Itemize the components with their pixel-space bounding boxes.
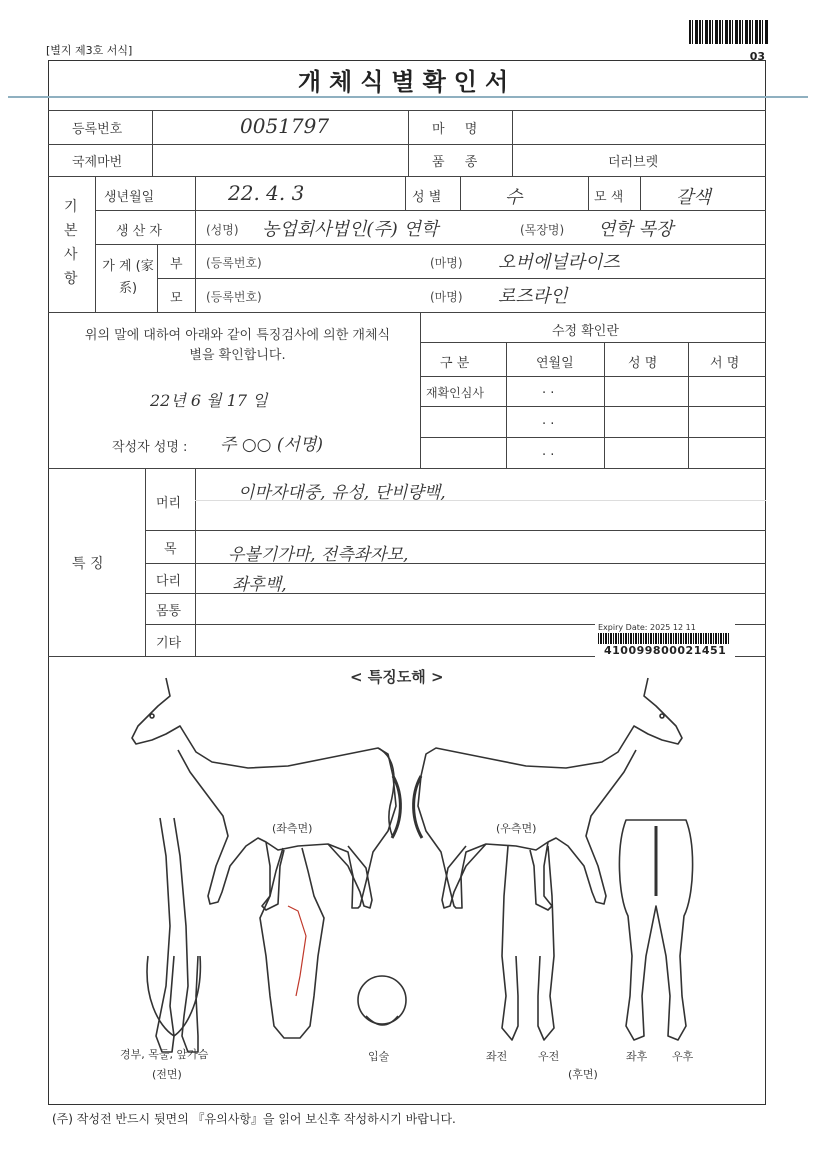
sire-regno-label: (등록번호) [206, 256, 262, 270]
divider [145, 468, 146, 656]
horse-name-label: 마 명 [432, 122, 486, 137]
left-side-caption: (좌측면) [272, 822, 313, 835]
front-caption: 경부, 목둘, 앞가슴 [120, 1048, 209, 1061]
divider [48, 312, 766, 313]
dam-name-label: (마명) [430, 290, 463, 304]
date-dots: . . [542, 413, 555, 428]
neck-label: 목 [164, 542, 177, 557]
breed-label: 품 종 [432, 155, 486, 170]
legs-label: 다리 [156, 574, 182, 589]
divider [688, 342, 689, 468]
sire-name-label: (마명) [430, 256, 463, 270]
tag-number: 410099800021451 [604, 644, 727, 657]
col-division: 구 분 [440, 356, 470, 371]
rear-label-rf: 우전 [538, 1050, 560, 1063]
body-label: 몸통 [156, 604, 182, 619]
dam-regno-label: (등록번호) [206, 290, 262, 304]
tag-expiry: Expiry Date: 2025 12 11 [598, 623, 696, 632]
divider [48, 144, 766, 145]
rear-label: (후면) [568, 1068, 598, 1081]
divider [420, 312, 421, 468]
sire-value: 오버에널라이즈 [498, 252, 620, 273]
date-dots: . . [542, 444, 555, 459]
divider [95, 176, 96, 312]
farm-value: 연학 목장 [598, 219, 674, 240]
head-label: 머리 [156, 496, 182, 511]
neck-value: 우볼기가마, 전측좌자모, [228, 545, 409, 565]
legs-value: 좌후백, [232, 575, 287, 595]
intl-no-label: 국제마번 [72, 155, 123, 170]
col-name: 성 명 [628, 356, 658, 371]
divider [420, 437, 766, 438]
col-date: 연월일 [536, 356, 574, 371]
divider [157, 278, 766, 279]
birth-value: 22. 4. 3 [228, 181, 305, 205]
divider [48, 110, 766, 111]
col-sign: 서 명 [710, 356, 740, 371]
other-label: 기타 [156, 636, 182, 651]
divider [195, 500, 766, 501]
head-value: 이마자대중, 유성, 단비량백, [238, 483, 446, 503]
dam-label: 모 [170, 291, 183, 306]
rear-label-lh: 좌후 [626, 1050, 648, 1063]
rear-label-rh: 우후 [672, 1050, 694, 1063]
divider [195, 468, 196, 656]
color-value: 갈색 [676, 187, 711, 208]
divider [604, 342, 605, 468]
divider [420, 376, 766, 377]
page-barcode [689, 20, 769, 44]
divider [195, 176, 196, 312]
tag-barcode [598, 633, 730, 644]
confirm-statement: 위의 말에 대하여 아래와 같이 특징검사에 의한 개체식별을 확인합니다. [84, 328, 391, 363]
right-side-caption: (우측면) [496, 822, 537, 835]
dam-value: 로즈라인 [498, 286, 568, 307]
divider [588, 176, 589, 210]
breed-value: 더러브렛 [608, 155, 659, 170]
sex-value: 수 [505, 187, 523, 208]
front-label: (전면) [152, 1068, 182, 1081]
footer-note: (주) 작성전 반드시 뒷면의 『유의사항』을 읽어 보신후 작성하시기 바랍니다. [52, 1112, 456, 1126]
divider [420, 342, 766, 343]
reg-no-label: 등록번호 [72, 122, 123, 137]
divider [157, 244, 158, 312]
breeder-name-label: (성명) [206, 223, 239, 237]
divider [152, 110, 153, 176]
scan-line [8, 96, 808, 98]
date-dots: . . [542, 382, 555, 397]
form-label: [별지 제3호 서식] [46, 44, 133, 57]
divider [506, 342, 507, 468]
rear-label-lf: 좌전 [486, 1050, 508, 1063]
page-number: 03 [749, 50, 765, 63]
divider [405, 176, 406, 210]
divider [145, 530, 766, 531]
basic-section-label: 기본사항 [64, 199, 78, 287]
lips-label: 입술 [368, 1050, 390, 1063]
reg-no-value: 0051797 [240, 114, 330, 138]
divider [48, 468, 766, 469]
divider [48, 176, 766, 177]
recheck-label: 재확인심사 [426, 386, 484, 400]
divider [420, 406, 766, 407]
birth-label: 생년월일 [104, 190, 155, 205]
color-label: 모 색 [594, 190, 624, 205]
farm-label: (목장명) [520, 223, 565, 237]
author-label: 작성자 성명 : [112, 440, 188, 455]
confirm-date: 22년 6 월 17 일 [150, 391, 268, 410]
sex-label: 성 별 [412, 190, 442, 205]
divider [460, 176, 461, 210]
breeder-label: 생 산 자 [116, 224, 162, 239]
divider [640, 176, 641, 210]
divider [512, 110, 513, 176]
diagram-title: < 특징도해 > [350, 668, 444, 686]
lineage-label: 가 계 (家系) [102, 259, 154, 296]
sire-label: 부 [170, 257, 183, 272]
page-title: 개체식별확인서 [297, 68, 517, 96]
features-section-label: 특 징 [72, 556, 104, 572]
horse-diagram [48, 656, 766, 1096]
author-value: 주 ○○ (서명) [220, 435, 324, 455]
divider [408, 110, 409, 176]
revision-title: 수정 확인란 [552, 324, 619, 339]
breeder-value: 농업회사법인(주) 연학 [262, 219, 439, 240]
